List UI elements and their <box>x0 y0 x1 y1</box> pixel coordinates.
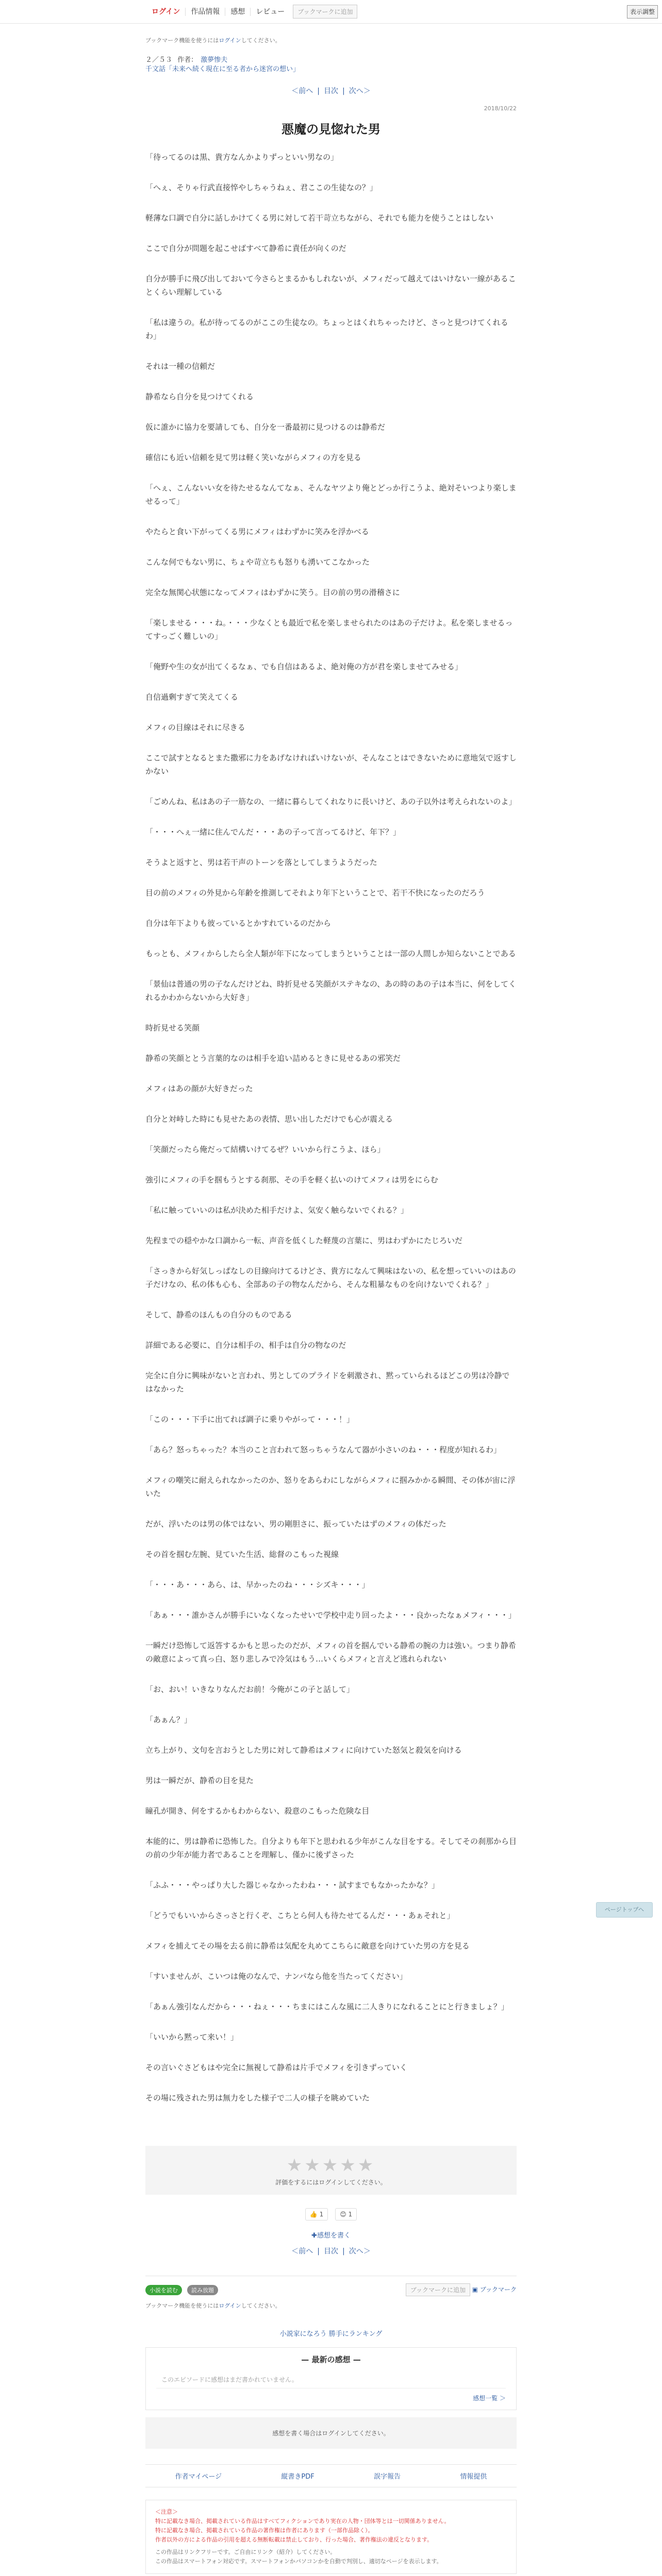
chapter-title: 千文話「未来へ続く現在に至る者から迷宮の想い」 <box>145 65 300 73</box>
body-paragraph: ここで自分が問題を起こせばすべて静希に責任が向くのだ <box>145 244 346 253</box>
body-paragraph: 「楽しませる・・・ね。・・・少なくとも最近で私を楽しませられたのはあの子だけよ。私を楽しませるってすっごく難しいの」 <box>145 618 513 641</box>
body-paragraph: 「あぁん強引なんだから・・・ねぇ・・・ちまにはこんな風に二人きりになれることにと行きましょ？」 <box>145 2002 509 2011</box>
body-paragraph: 「いいから黙って来い！」 <box>145 2032 239 2042</box>
body-paragraph: 「私は違うの。私が待ってるのがここの生徒なの。ちょっとはくれちゃったけど、さっと見つけてくれるわ」 <box>145 318 508 341</box>
info-provide-link[interactable]: 情報提供 <box>460 2473 487 2481</box>
read-novel-badge[interactable]: 小説を読む <box>145 2285 182 2295</box>
body-paragraph: 一瞬だけ恐怖して返答するかもと思ったのだが、メフィの首を掴んでいる静希の腕の力は強い。つまり静希の敵意によって真っ白、怒り悲しみで冷気はもう…いくらメフィと言えど逃れられない <box>145 1641 516 1664</box>
bookmark-link[interactable]: ▣ ブックマーク <box>472 2286 517 2293</box>
body-paragraph: もっとも、メフィからしたら全人類が年下になってしまうということは一部の人間しか知らないことである <box>145 949 516 958</box>
body-paragraph: だが、浮いたのは男の体ではない、男の剛胆さに、振っていたはずのメフィの体だった <box>145 1519 446 1529</box>
body-paragraph: 強引にメフィの手を掴もうとする刹那、その手を軽く払いのけてメフィは男をにらむ <box>145 1175 438 1184</box>
body-paragraph: 「すいませんが、こいつは俺のなんで、ナンパなら他を当たってください」 <box>145 1972 407 1981</box>
body-paragraph: メフィの目線はそれに尽きる <box>145 723 245 732</box>
toc-link[interactable]: 目次 <box>324 87 338 95</box>
body-paragraph: 「景仙は普通の男の子なんだけどね、時折見せる笑顔がステキなの、あの時のあの子は本当に、何をしてくれるかわからないから大好き」 <box>145 979 517 1002</box>
body-paragraph: ここで試すとなるとまた撒邪に力をあげなければいけないが、そんなことはできないために意地気で返すしかない <box>145 753 517 776</box>
work-info-link[interactable]: 作品情報 <box>186 8 225 16</box>
episode-title: 悪魔の見惚れた男 <box>282 122 380 137</box>
next-link[interactable]: 次へ＞ <box>349 87 371 95</box>
body-paragraph: 「どうでもいいからさっさと行くぞ、こちとら何人も待たせてるんだ・・・あぁそれと」 <box>145 1911 455 1920</box>
body-paragraph: 「ごめんね、私はあの子一筋なの、一緒に暮らしてくれなりに長いけど、あの子以外は考えられないのよ」 <box>145 797 517 806</box>
body-paragraph: 「・・・へぇ一緒に住んでんだ・・・あの子って言ってるけど、年下？」 <box>145 827 401 837</box>
toc-link-bottom[interactable]: 目次 <box>324 2247 338 2256</box>
body-paragraph: そして、静希のほんもの自分のものである <box>145 1310 292 1319</box>
notice-gray-line: この作品はリンクフリーです。ご自由にリンク（紹介）してください。 <box>155 2549 336 2555</box>
body-paragraph: 「へぇ、そりゃ行武直接悴やしちゃうねぇ、君ここの生徒なの？」 <box>145 183 378 192</box>
author-link[interactable]: 激夢惨夫 <box>201 56 228 64</box>
body-paragraph: 男は一瞬だが、静希の目を見た <box>145 1776 254 1785</box>
latest-reviews <box>145 2347 517 2410</box>
body-paragraph: 自分が勝手に飛び出しておいて今さらとまるかもしれないが、メフィだって越えてはいけない一線があることくらい理解している <box>145 274 516 297</box>
body-paragraph: 自分と対峙した時にも見せたあの表情、思い出しただけでも心が震える <box>145 1114 393 1124</box>
next-link-bottom[interactable]: 次へ＞ <box>349 2247 371 2256</box>
bookmark-add-button[interactable]: ブックマークに追加 <box>293 5 357 19</box>
syosetu-link[interactable]: 小説家になろう <box>279 2330 327 2338</box>
body-paragraph: メフィを捕えてその場を去る前に静希は気配を丸めてこちらに敵意を向けていた男の方を見る <box>145 1941 470 1951</box>
body-paragraph: 「この・・・下手に出てれば調子に乗りやがって・・・！」 <box>145 1415 355 1424</box>
notice-line: 特に記載なき場合、掲載されている作品はすべてフィクションであり実在の人物・団体等とは一切関係ありません。 <box>155 2518 450 2524</box>
body-paragraph: 「あぁ・・・誰かさんが勝手にいなくなったせいで学校中走り回ったよ・・・良かったなぁメフィ・・・」 <box>145 1611 516 1620</box>
reviews-more-link[interactable]: 感想一覧 ＞ <box>473 2395 506 2402</box>
notice-line: 特に記載なき場合、掲載されている作品の著作権は作者にあります（一部作品除く）。 <box>155 2527 374 2534</box>
body-paragraph: 「私に触っていいのは私が決めた相手だけよ、気安く触らないでくれる？」 <box>145 1206 409 1215</box>
body-paragraph: 「あぁん？」 <box>145 1715 192 1724</box>
body-paragraph: 本能的に、男は静希に恐怖した。自分よりも年下と思われる少年がこんな目をする。そしてその刹那から目の前の少年が能力者であることを理解し、僅かに後ずさった <box>145 1837 517 1859</box>
body-paragraph: 立ち上がり、文句を言おうとした男に対して静希はメフィに向けていた怒気と殺気を向ける <box>145 1745 462 1755</box>
display-settings-button[interactable]: 表示調整 <box>627 5 658 19</box>
body-paragraph: 目の前のメフィの外見から年齢を推測してそれより年下ということで、若干不快になったのだろう <box>145 888 485 897</box>
notice-line: 作者以外の方による作品の引用を超える無断転載は禁止しており、行った場合、著作権法の違反となります。 <box>155 2536 433 2543</box>
body-paragraph: その首を掴む左腕、見ていた生活、総督のこもった視線 <box>145 1550 339 1559</box>
body-paragraph: やたらと食い下がってくる男にメフィはわずかに笑みを浮かべる <box>145 527 369 536</box>
body-paragraph: メフィの嘲笑に耐えられなかったのか、怒りをあらわにしながらメフィに掴みかかる瞬間、その体が宙に浮いた <box>145 1476 516 1498</box>
body-paragraph: 自信過剰すぎて笑えてくる <box>145 692 239 702</box>
review-login-note: 感想を書く場合はログインしてください。 <box>145 2417 517 2449</box>
body-paragraph: こんな何でもない男に、ちょや苛立ちも怒りも湧いてこなかった <box>145 557 370 567</box>
bookmark-login-link-bottom[interactable]: ログイン <box>219 2302 241 2309</box>
body-paragraph: 「さっきから好気しっぱなしの目線向けてるけどさ、貴方になんて興味はないの、私を想っていいのはあの子だけなの、私の体も心も、全部あの子の物なんだから、そんな粗暴なものを向けないでくれる？」 <box>145 1266 516 1289</box>
novel-meta <box>145 56 517 74</box>
latest-reviews-title: — 最新の感想 — <box>301 2355 361 2364</box>
ranking-links <box>145 2328 517 2338</box>
body-paragraph: 「俺野や生の女が出てくるなぁ、でも自信はあるよ、絶対俺の方が君を楽しませてみせる」 <box>145 662 463 671</box>
episode-pager-top: ＜前へ | 目次 | 次へ＞ <box>291 87 371 95</box>
body-paragraph: 静希なら自分を見つけてくれる <box>145 392 254 401</box>
rating-box <box>145 2146 517 2195</box>
smile-reaction-button[interactable]: 😊 1 <box>335 2208 357 2221</box>
body-paragraph: 「お、おい！いきなりなんだお前！今俺がこの子と話して」 <box>145 1685 355 1694</box>
body-paragraph: 「笑顔だったら俺だって結構いけてるぜ？いいから行こうよ、ほら」 <box>145 1145 385 1154</box>
update-date: 2018/10/22 <box>484 105 517 112</box>
ranking-link[interactable]: 勝手にランキング <box>328 2330 383 2338</box>
body-paragraph: 時折見せる笑顔 <box>145 1023 200 1032</box>
body-paragraph: 先程までの穏やかな口調から一転、声音を低くした軽蔑の言葉に、男はわずかにたじろいだ <box>145 1236 463 1245</box>
body-paragraph: その言いぐさどもはや完全に無視して静希は片手でメフィを引きずっていく <box>145 2063 407 2072</box>
body-paragraph: 仮に誰かに協力を要請しても、自分を一番最初に見つけるのは静希だ <box>145 422 386 432</box>
body-paragraph: 詳細である必要に、自分は相手の、相手は自分の物なのだ <box>145 1341 346 1350</box>
latest-reviews-empty: このエピソードに感想はまだ書かれていません。 <box>156 2371 506 2388</box>
comments-link[interactable]: 感想 <box>225 8 251 16</box>
rating-note: 評価をするにはログインしてください。 <box>275 2179 387 2186</box>
vertical-pdf-link[interactable]: 縦書きPDF <box>281 2473 315 2481</box>
episode-body <box>145 150 517 2105</box>
body-paragraph: 完全な無関心状態になってメフィはわずかに笑う。目の前の男の滑稽さに <box>145 588 400 597</box>
body-paragraph: 「・・・あ・・・あら、は、早かったのね・・・シズキ・・・」 <box>145 1580 370 1589</box>
notice-box <box>145 2500 517 2574</box>
body-paragraph: 確信にも近い信頼を見て男は軽く笑いながらメフィの方を見る <box>145 453 361 462</box>
body-paragraph: 「へぇ、こんないい女を待たせるなんてなぁ、そんなヤツより俺とどっか行こうよ、絶対そいつより楽しませるって」 <box>145 483 517 506</box>
site-header <box>0 0 662 24</box>
status-row <box>145 2276 517 2296</box>
page-top-button[interactable]: ページトップへ <box>596 1902 653 1918</box>
body-paragraph: その場に残された男は無力をした様子で二人の様子を眺めていた <box>145 2093 370 2103</box>
login-link[interactable]: ログイン <box>146 8 186 16</box>
body-paragraph: 軽薄な口調で自分に話しかけてくる男に対して若干苛立ちながら、それでも能力を使うことはしない <box>145 213 494 223</box>
footer-links <box>145 2464 517 2487</box>
write-review-link[interactable]: ✚感想を書く <box>311 2232 351 2240</box>
bookmark-add-button-bottom[interactable]: ブックマークに追加 <box>406 2283 470 2296</box>
notice-gray-line: この作品はスマートフォン対応です。スマートフォンかパソコンかを自動で判別し、適切なページを表示します。 <box>155 2558 442 2565</box>
author-mypage-link[interactable]: 作者マイページ <box>175 2473 222 2481</box>
notice-title: ＜注意＞ <box>155 2509 178 2515</box>
episode-pager-bottom: ＜前へ | 目次 | 次へ＞ <box>291 2247 371 2256</box>
body-paragraph: 自分は年下よりも彼っているとかすれているのだから <box>145 919 332 928</box>
bookmark-note-bottom: ブックマーク機能を使うにはログインしてください。 <box>145 2302 281 2309</box>
body-paragraph: 完全に自分に興味がないと言われ、男としてのプライドを刺激され、黙っていられるほどこの男は冷静ではなかった <box>145 1371 510 1394</box>
main-content <box>145 36 517 2576</box>
star-rating-icon[interactable]: ★★★★★ <box>286 2155 376 2176</box>
body-paragraph: 瞳孔が開き、何をするかもわからない、殺意のこもった危険な目 <box>145 1806 370 1816</box>
thumbs-up-reaction-button[interactable]: 👍 1 <box>305 2208 328 2221</box>
prev-link[interactable]: ＜前へ <box>291 87 313 95</box>
body-paragraph: そうよと返すと、男は若干声のトーンを落としてしまうようだった <box>145 858 377 867</box>
body-paragraph: 「あら？怒っちゃった？本当のこと言われて怒っちゃうなんて器が小さいのね・・・程度が知れるわ」 <box>145 1445 502 1454</box>
typo-report-link[interactable]: 誤字報告 <box>374 2473 401 2481</box>
author-label: 作者： <box>177 56 198 64</box>
body-paragraph: 「待ってるのは黒、貴方なんかよりずっといい男なの」 <box>145 152 339 162</box>
body-paragraph: それは一種の信頼だ <box>145 362 216 371</box>
reviews-link[interactable]: レビュー <box>256 7 285 16</box>
body-paragraph: 静希の笑顔ととう言葉的なのは相手を追い詰めるときに見せるあの邪笑だ <box>145 1054 401 1063</box>
bookmark-login-link[interactable]: ログイン <box>219 37 241 44</box>
read-unlimited-badge[interactable]: 読み放題 <box>187 2285 218 2295</box>
body-paragraph: 「ふふ・・・やっぱり大した器じゃなかったわね・・・試すまでもなかったかな？」 <box>145 1880 440 1890</box>
chapter-number: ２／５３ <box>145 56 173 64</box>
body-paragraph: メフィはあの顔が大好きだった <box>145 1084 253 1093</box>
prev-link-bottom[interactable]: ＜前へ <box>291 2247 313 2256</box>
bookmark-note: ブックマーク機能を使うにはログインしてください。 <box>145 37 281 44</box>
reaction-row <box>145 2208 517 2221</box>
